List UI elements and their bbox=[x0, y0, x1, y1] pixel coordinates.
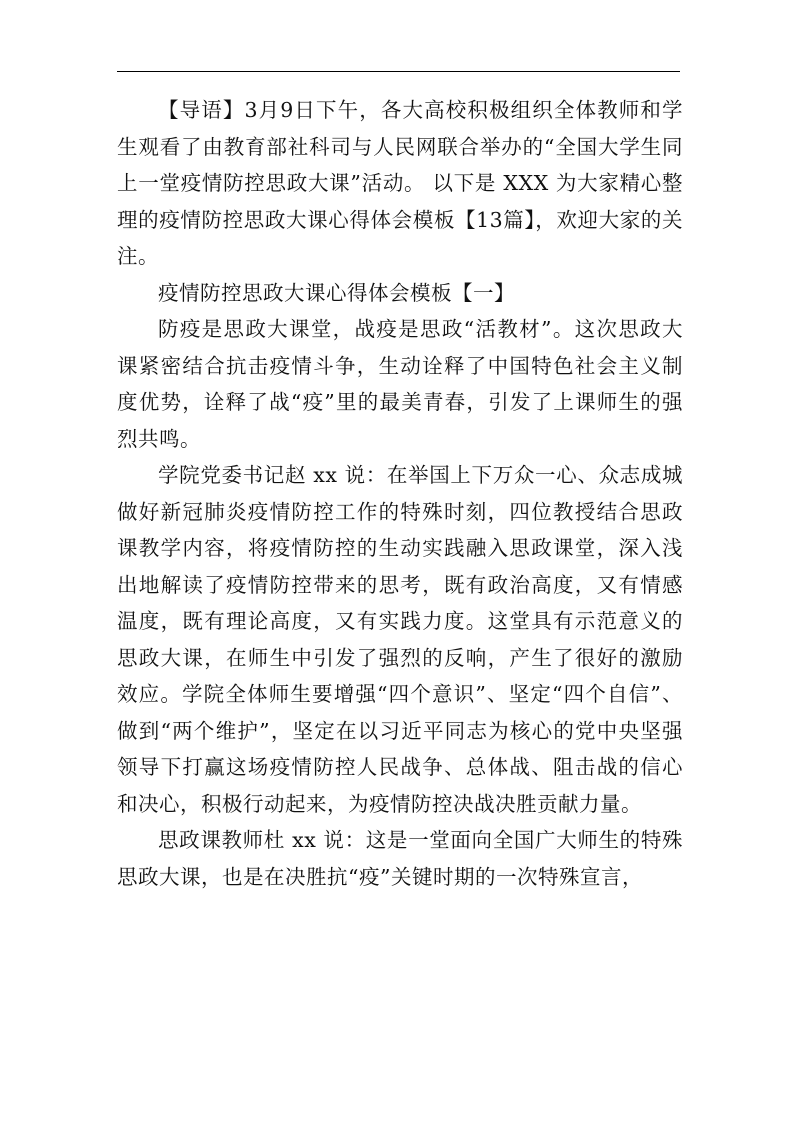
body-paragraph: 学院党委书记赵 xx 说：在举国上下万众一心、众志成城做好新冠肺炎疫情防控工作的特殊时刻，四位教授结合思政课教学内容，将疫情防控的生动实践融入思政课堂，深入浅出地解读了疫情防控带来的思考，既有政治高度，又有情感温度，既有理论高度，又有实践力度。这堂具有示范意义的思政大课，在师生中引发了强烈的反响，产生了很好的激励效应。学院全体师生要增强“四个意识”、坚定“四个自信”、做到“两个维护”，坚定在以习近平同志为核心的党中央坚强领导下打赢这场疫情防控人民战争、总体战、阻击战的信心和决心，积极行动起来，为疫情防控决战决胜贡献力量。 bbox=[117, 463, 683, 816]
body-paragraph: 思政课教师杜 xx 说：这是一堂面向全国广大师生的特殊思政大课，也是在决胜抗“疫”关键时期的一次特殊宣言， bbox=[117, 828, 683, 889]
body-paragraph: 防疫是思政大课堂，战疫是思政“活教材”。这次思政大课紧密结合抗击疫情斗争，生动诠释了中国特色社会主义制度优势，诠释了战“疫”里的最美青春，引发了上课师生的强烈共鸣。 bbox=[117, 317, 683, 451]
section-heading: 疫情防控思政大课心得体会模板【一】 bbox=[158, 280, 515, 305]
header-rule bbox=[117, 71, 680, 72]
document-body bbox=[117, 92, 683, 895]
intro-paragraph: 【导语】3月9日下午，各大高校积极组织全体教师和学生观看了由教育部社科司与人民网联合举办的“全国大学生同上一堂疫情防控思政大课”活动。 以下是 XXX 为大家精心整理的疫情防控思政大课心得体会模板【13篇】，欢迎大家的关注。 bbox=[117, 98, 683, 268]
